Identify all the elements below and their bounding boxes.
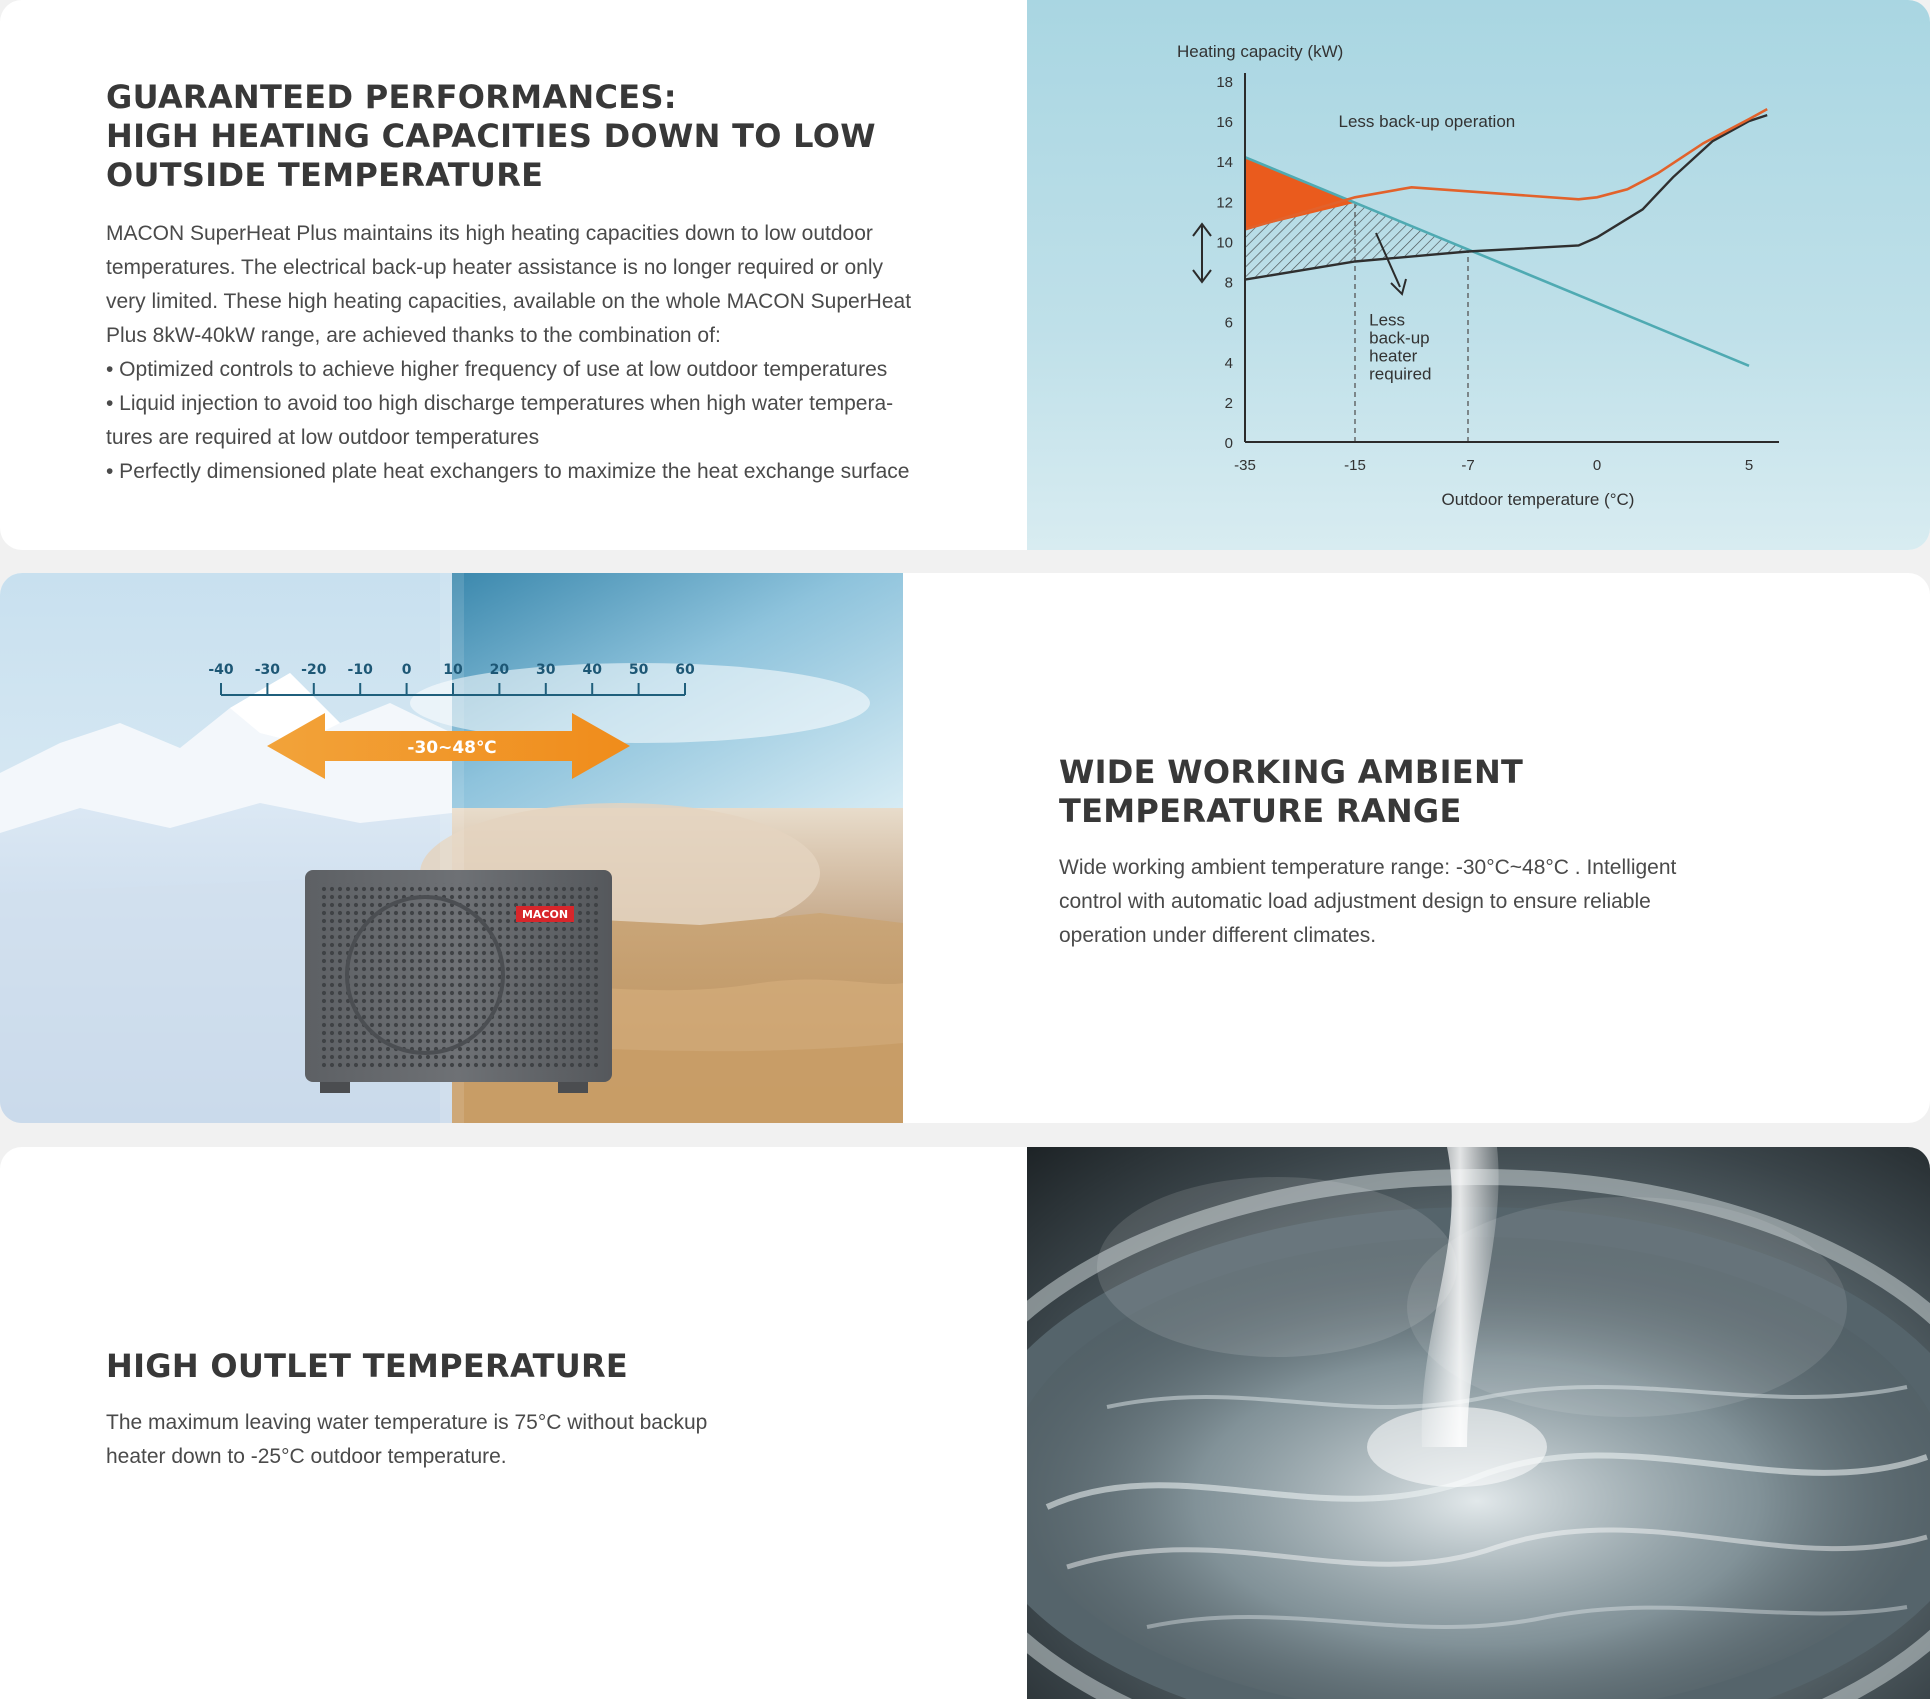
ambient-range-card — [0, 573, 1930, 1123]
ambient-title — [1059, 753, 1779, 831]
performance-body — [106, 217, 946, 489]
body-line: operation under different climates. — [1059, 924, 1377, 947]
annotation-less-heater-line: Less — [1369, 310, 1406, 330]
hot-water-image — [1027, 1147, 1930, 1699]
title-line: GUARANTEED PERFORMANCES: — [106, 78, 677, 116]
body-line: temperatures. The electrical back-up heater assistance is no longer required or only — [106, 256, 884, 279]
scale-tick-label: 30 — [536, 662, 556, 678]
heat-pump-unit — [305, 870, 612, 1093]
scale-tick-label: 20 — [489, 662, 510, 678]
y-tick-label: 14 — [1216, 154, 1233, 172]
scale-tick-label: -10 — [347, 662, 373, 678]
performance-card — [0, 0, 1930, 550]
annotation-less-heater-line: required — [1369, 364, 1432, 384]
scale-tick-label: 60 — [675, 662, 695, 678]
y-tick-label: 16 — [1216, 114, 1233, 132]
outlet-title — [106, 1347, 806, 1386]
body-line: Wide working ambient temperature range: -30°C~48°C . Intelligent — [1059, 856, 1677, 879]
annotation-less-backup-operation: Less back-up operation — [1338, 112, 1516, 132]
x-tick-label: -7 — [1461, 457, 1475, 474]
performance-text — [106, 78, 946, 489]
scale-tick-label: 50 — [628, 662, 649, 678]
body-line: • Liquid injection to avoid too high discharge temperatures when high water tempera- — [106, 392, 894, 415]
y-tick-label: 18 — [1216, 74, 1233, 91]
scale-tick-label: -20 — [301, 662, 327, 678]
body-line: heater down to -25°C outdoor temperature. — [106, 1445, 507, 1468]
scale-tick-label: -40 — [208, 662, 234, 678]
body-line: • Perfectly dimensioned plate heat exchangers to maximize the heat exchange surface — [106, 460, 910, 483]
brand-label: MACON — [521, 908, 569, 921]
outlet-body — [106, 1406, 806, 1474]
body-line: control with automatic load adjustment design to ensure reliable — [1059, 890, 1651, 913]
title-line: HIGH OUTLET TEMPERATURE — [106, 1347, 629, 1385]
y-tick-label: 8 — [1224, 274, 1233, 292]
body-line: tures are required at low outdoor temperatures — [106, 426, 540, 449]
x-tick-label: -15 — [1344, 457, 1366, 474]
scale-tick-label: 40 — [582, 662, 602, 678]
y-tick-label: 4 — [1224, 354, 1233, 372]
y-axis-label: Heating capacity (kW) — [1177, 42, 1344, 61]
ambient-body — [1059, 851, 1779, 953]
climate-scene-svg — [0, 573, 903, 1123]
title-line: TEMPERATURE RANGE — [1059, 792, 1462, 830]
title-line: OUTSIDE TEMPERATURE — [106, 156, 544, 194]
x-tick-label: 0 — [1592, 457, 1602, 474]
scale-tick-label: 0 — [401, 662, 412, 678]
annotation-less-heater-line: heater — [1369, 346, 1418, 366]
x-tick-label: -35 — [1234, 457, 1256, 474]
x-tick-label: 5 — [1744, 457, 1754, 474]
body-line: The maximum leaving water temperature is 75°C without backup — [106, 1411, 708, 1434]
outlet-text — [106, 1347, 806, 1474]
annotation-less-heater-line: back-up — [1369, 328, 1430, 348]
x-axis-label: Outdoor temperature (°C) — [1441, 490, 1635, 509]
y-tick-label: 0 — [1224, 435, 1233, 452]
body-line: MACON SuperHeat Plus maintains its high heating capacities down to low outdoor — [106, 222, 873, 245]
performance-title — [106, 78, 946, 195]
body-line: Plus 8kW-40kW range, are achieved thanks to the combination of: — [106, 324, 721, 347]
climate-scene-image — [0, 573, 903, 1123]
outlet-temperature-card — [0, 1147, 1930, 1699]
y-tick-label: 6 — [1224, 314, 1233, 332]
y-tick-label: 12 — [1216, 194, 1233, 212]
heating-capacity-chart — [1027, 0, 1930, 550]
ambient-text — [1059, 753, 1779, 953]
scale-tick-label: -30 — [254, 662, 281, 678]
body-line: • Optimized controls to achieve higher frequency of use at low outdoor temperatures — [106, 358, 888, 381]
y-tick-label: 10 — [1216, 234, 1233, 252]
hot-water-svg — [1027, 1147, 1930, 1699]
title-line: HIGH HEATING CAPACITIES DOWN TO LOW — [106, 117, 876, 155]
range-label: -30~48℃ — [407, 738, 497, 758]
chart-svg — [1027, 0, 1930, 550]
body-line: very limited. These high heating capacities, available on the whole MACON SuperHeat — [106, 290, 912, 313]
scale-tick-label: 10 — [443, 662, 463, 678]
title-line: WIDE WORKING AMBIENT — [1059, 753, 1524, 791]
y-tick-label: 2 — [1224, 394, 1233, 412]
